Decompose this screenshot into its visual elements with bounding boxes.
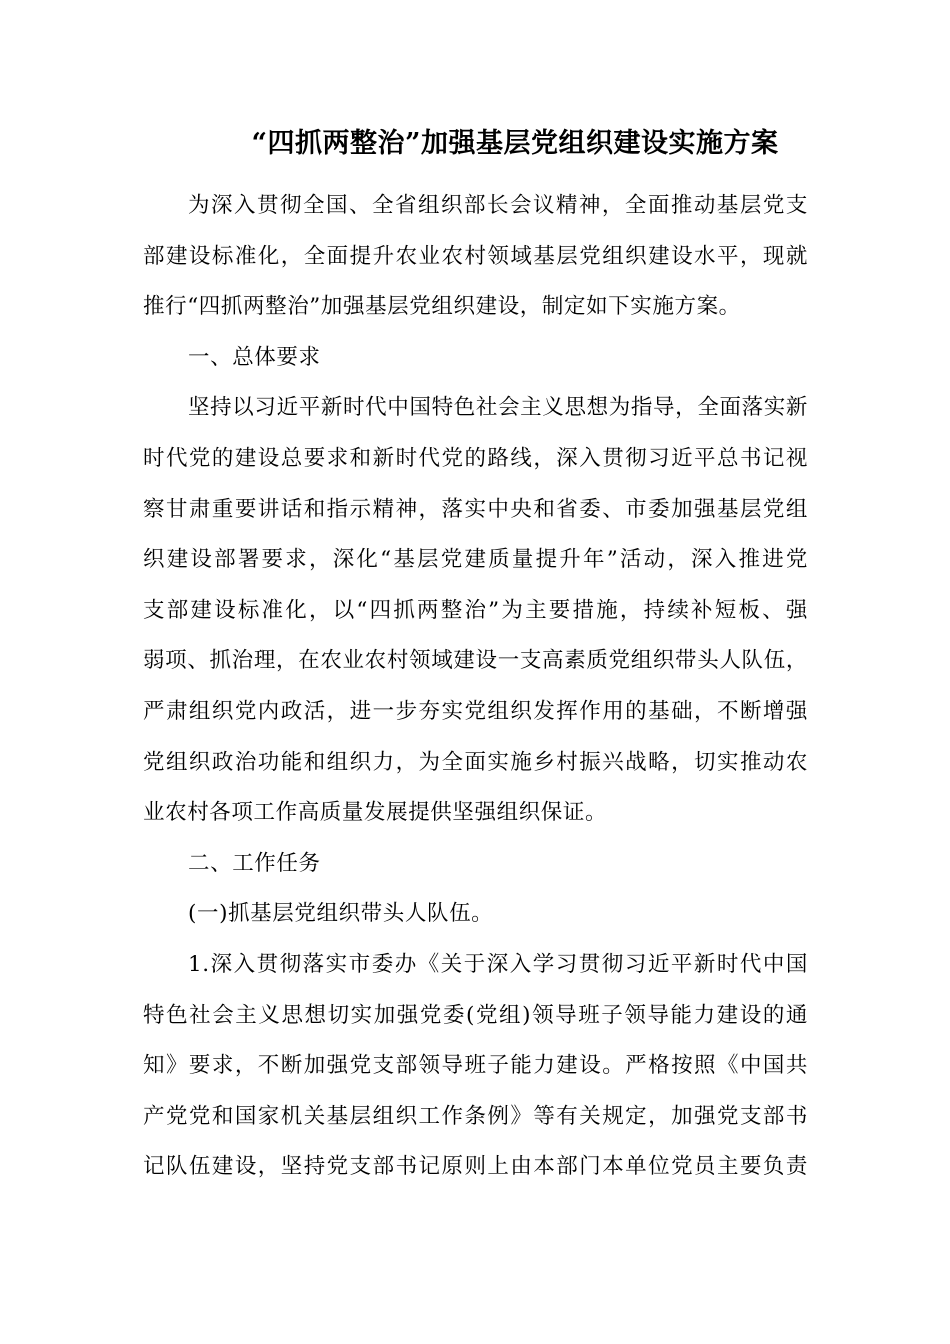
body-text-line: 知》要求，不断加强党支部领导班子能力建设。严格按照《中国共	[143, 1053, 808, 1079]
body-text-line: 1.深入贯彻落实市委办《关于深入学习贯彻习近平新时代中国	[188, 951, 808, 977]
body-text-line: 严肃组织党内政活，进一步夯实党组织发挥作用的基础，不断增强	[143, 698, 808, 724]
body-text-line: 时代党的建设总要求和新时代党的路线，深入贯彻习近平总书记视	[143, 445, 808, 471]
body-text-line: 织建设部署要求，深化“基层党建质量提升年”活动，深入推进党	[143, 547, 808, 573]
body-text-line: 察甘肃重要讲话和指示精神，落实中央和省委、市委加强基层党组	[143, 496, 808, 522]
body-text-line: 为深入贯彻全国、全省组织部长会议精神，全面推动基层党支	[188, 193, 808, 218]
body-text-line: 一、总体要求	[188, 344, 321, 370]
document-body	[143, 181, 808, 1193]
body-text-line: 产党党和国家机关基层组织工作条例》等有关规定，加强党支部书	[143, 1103, 808, 1129]
body-text-line: 支部建设标准化，以“四抓两整治”为主要措施，持续补短板、强	[143, 597, 808, 623]
body-text-line: 记队伍建设，坚持党支部书记原则上由本部门本单位党员主要负责	[143, 1154, 808, 1180]
body-text-line: 业农村各项工作高质量发展提供坚强组织保证。	[143, 800, 608, 826]
body-text-line: 弱项、抓治理，在农业农村领域建设一支高素质党组织带头人队伍，	[143, 648, 808, 674]
body-text-line: 二、工作任务	[188, 850, 321, 876]
document-title: “四抓两整治”加强基层党组织建设实施方案	[251, 128, 779, 159]
body-text-line: 坚持以习近平新时代中国特色社会主义思想为指导，全面落实新	[188, 395, 808, 421]
body-text-line: (一)抓基层党组织带头人队伍。	[188, 901, 494, 927]
body-text-line: 特色社会主义思想切实加强党委(党组)领导班子领导能力建设的通	[143, 1002, 808, 1028]
body-text-line: 部建设标准化，全面提升农业农村领域基层党组织建设水平，现就	[143, 243, 808, 269]
body-text-line: 党组织政治功能和组织力，为全面实施乡村振兴战略，切实推动农	[143, 749, 808, 775]
body-text-line: 推行“四抓两整治”加强基层党组织建设，制定如下实施方案。	[143, 294, 741, 320]
